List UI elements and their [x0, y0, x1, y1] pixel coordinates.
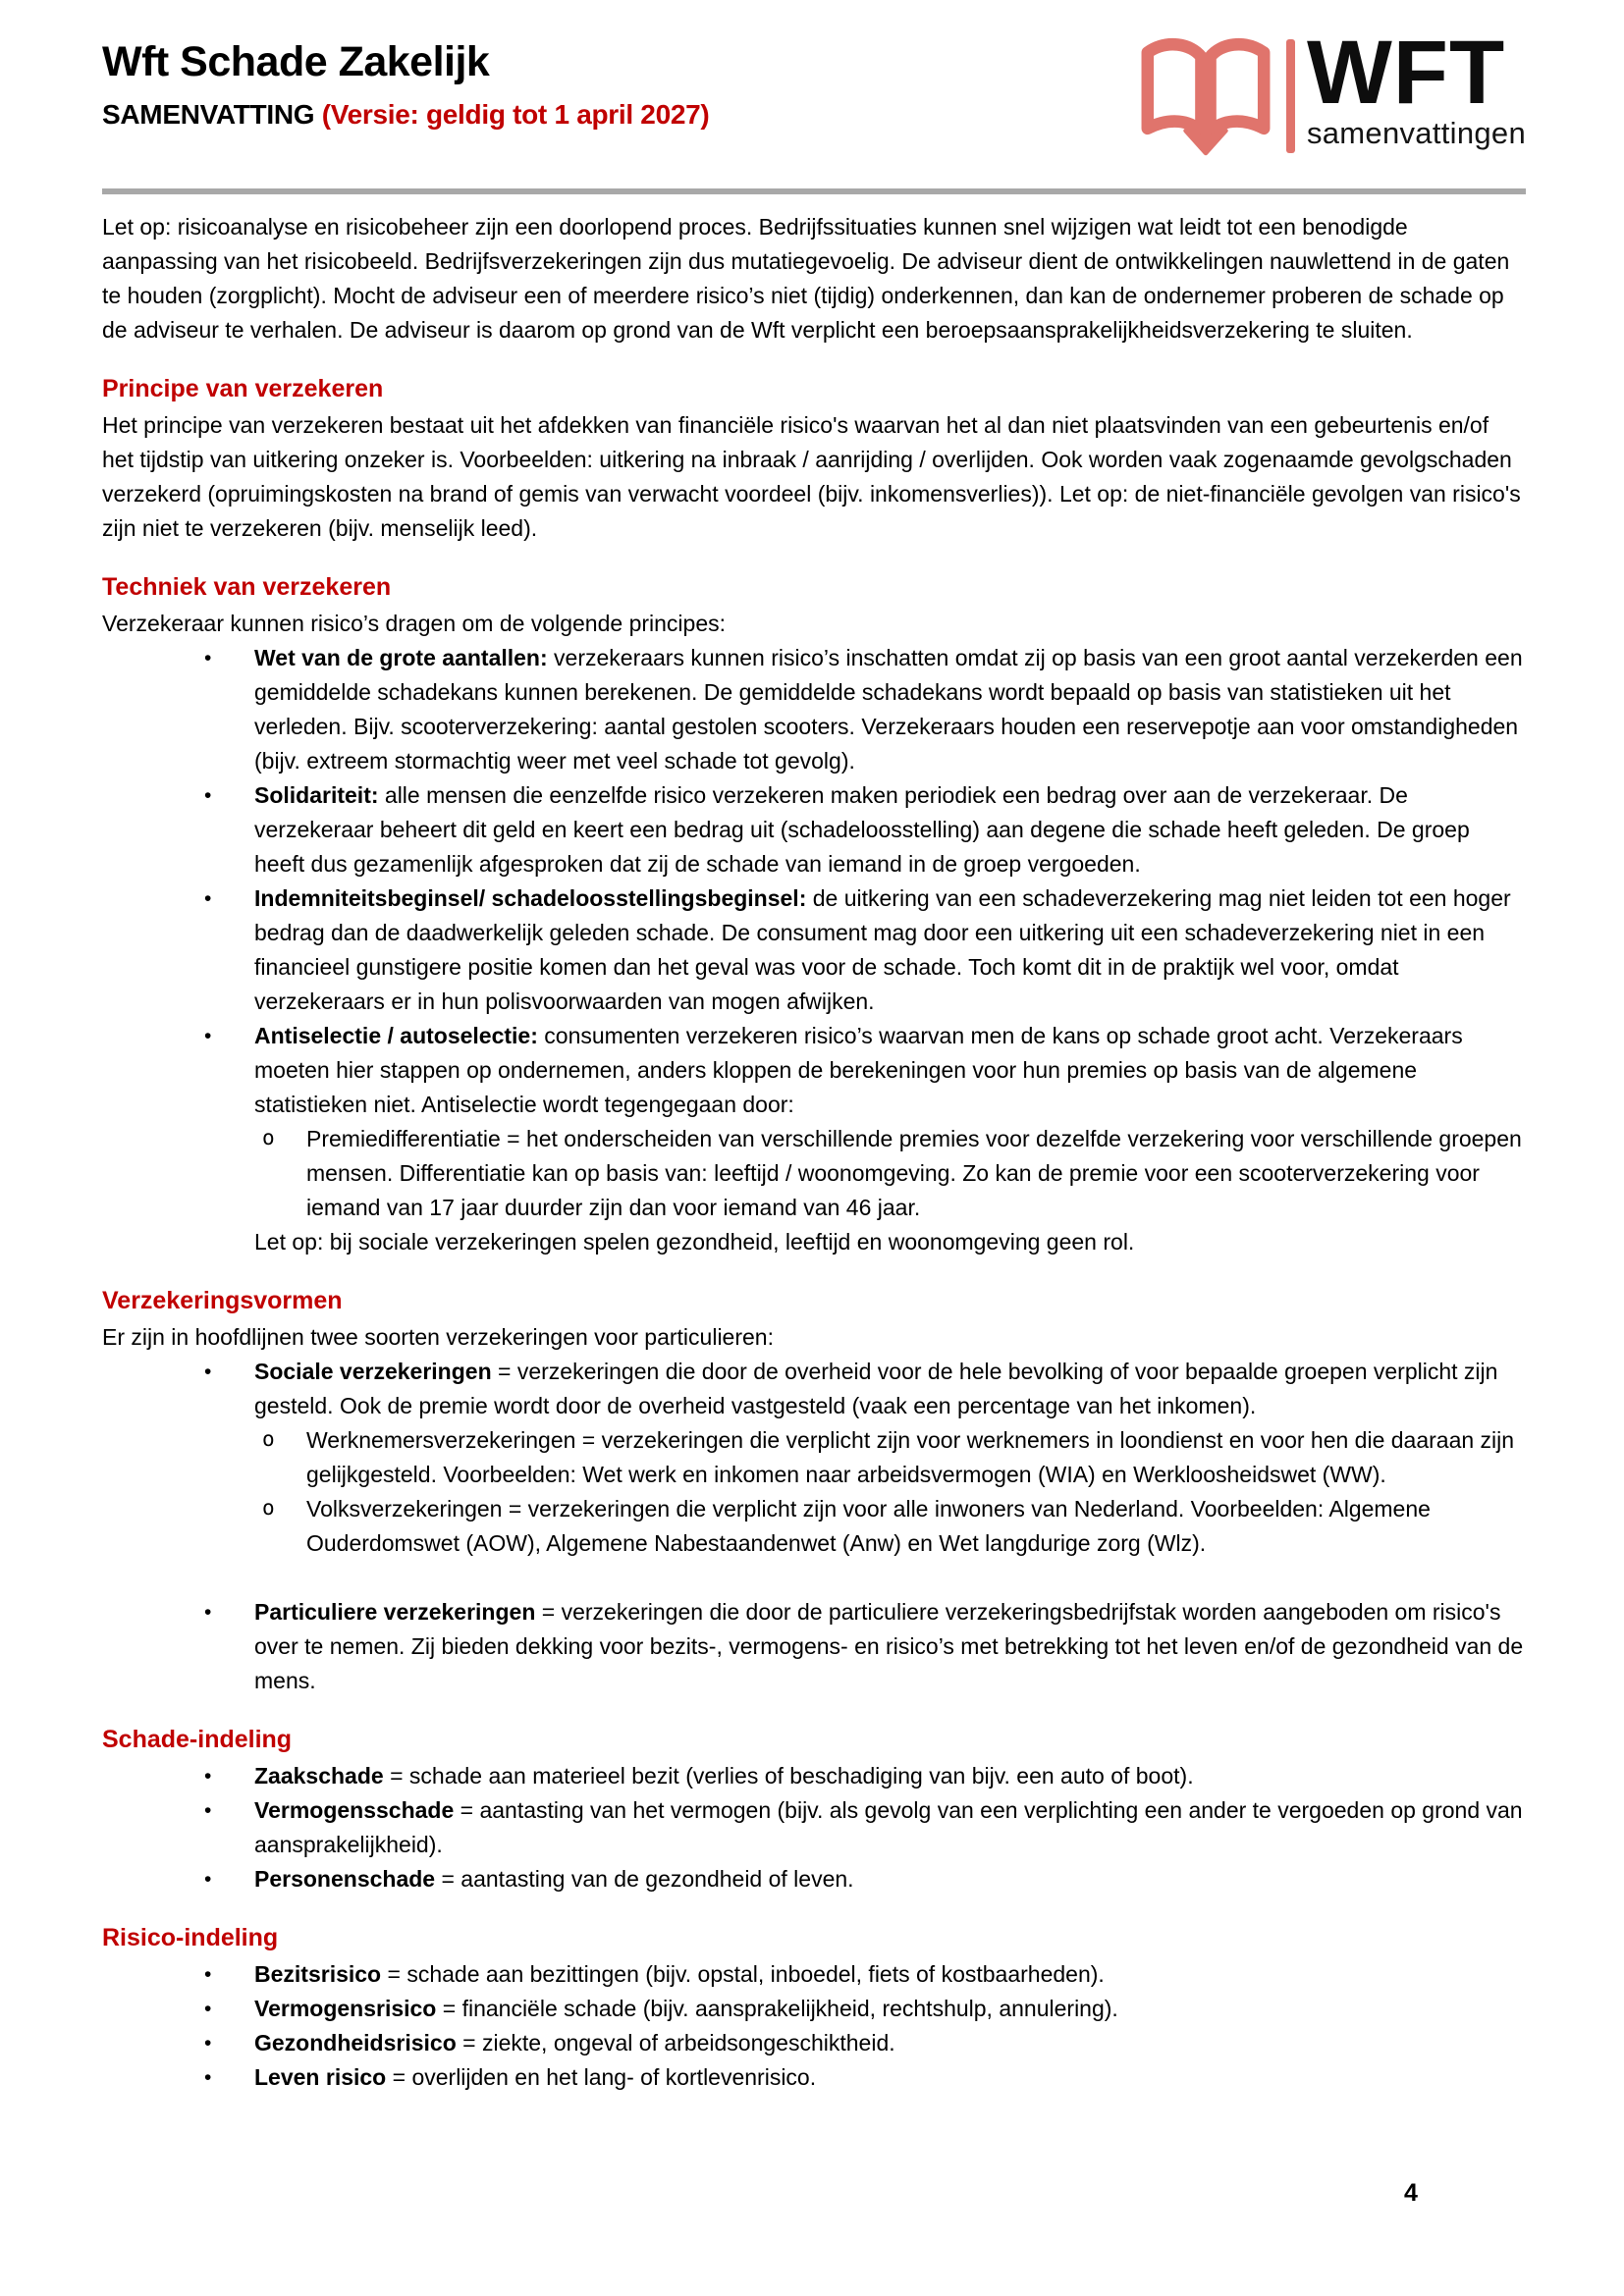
bullet-text: = aantasting van het vermogen (bijv. als gevolg van een verplichting een ander te vergoeden op grond van aansprakelijkheid).	[254, 1797, 1523, 1857]
bullet-icon: •	[204, 887, 212, 910]
sub-list-item	[102, 1492, 1526, 1561]
bullet-text: = schade aan bezittingen (bijv. opstal, inboedel, fiets of kostbaarheden).	[381, 1961, 1105, 1987]
bullet-term: Leven risico	[254, 2064, 387, 2090]
bullet-term: Particuliere verzekeringen	[254, 1599, 536, 1625]
logo-brand-text: WFT	[1306, 23, 1506, 123]
bullet-icon: •	[204, 1963, 212, 1986]
sub-bullet-text: Werknemersverzekeringen = verzekeringen die verplicht zijn voor werknemers in loondienst en voor hen die daaraan zijn gelijkgesteld. Voorbeelden: Wet werk en inkomen naar arbeidsvermogen (WIA) en Werkloosheidswet (WW).	[306, 1427, 1515, 1487]
title-block	[102, 33, 709, 131]
list-item	[102, 778, 1526, 881]
wft-samenvattingen-logo	[1133, 23, 1526, 161]
subtitle-version-note: (Versie: geldig tot 1 april 2027)	[321, 99, 710, 131]
bullet-text: alle mensen die eenzelfde risico verzekeren maken periodiek een bedrag over aan de verzekeraar. De verzekeraar beheert dit geld en keert een bedrag uit (schadeloosstelling) aan degene die schade heeft geleden. De groep heeft dus gezamenlijk afgesproken dat zij de schade van iemand in de groep vergoeden.	[254, 782, 1470, 877]
bullet-text: = overlijden en het lang- of kortlevenrisico.	[386, 2064, 817, 2090]
bullet-text: = aantasting van de gezondheid of leven.	[435, 1866, 854, 1892]
bullet-icon: •	[204, 1799, 212, 1822]
bullet-text: de uitkering van een schadeverzekering mag niet leiden tot een hoger bedrag dan de daadwerkelijk geleden schade. De consument mag door een uitkering uit een schadeverzekering niet in een financieel gunstigere positie komen dan het geval was voor de schade. Toch komt dit in de praktijk wel voor, omdat verzekeraars er in hun polisvoorwaarden van mogen afwijken.	[254, 885, 1511, 1014]
header-divider	[102, 188, 1526, 194]
bullet-text: = financiële schade (bijv. aansprakelijkheid, rechtshulp, annulering).	[436, 1996, 1118, 2021]
sub-list-item	[102, 1122, 1526, 1225]
list-item	[102, 881, 1526, 1019]
section-heading-verzekeringsvormen: Verzekeringsvormen	[102, 1287, 343, 1314]
list-item	[102, 1862, 1526, 1896]
section-heading-schade-indeling: Schade-indeling	[102, 1726, 293, 1753]
section-principe-paragraph: Het principe van verzekeren bestaat uit het afdekken van financiële risico's waarvan het al dan niet plaatsvinden van een gebeurtenis en/of het tijdstip van uitkering onzeker is. Voorbeelden: uitkering na inbraak / aanrijding / overlijden. Ook worden vaak zogenaamde gevolgschaden verzekerd (opruimingskosten na brand of gemis van verwacht voordeel (bijv. inkomensverlies)). Let op: de niet-financiële gevolgen van risico's zijn niet te verzekeren (bijv. menselijk leed).	[102, 412, 1521, 541]
list-item	[102, 1793, 1526, 1862]
bullet-term: Wet van de grote aantallen:	[254, 645, 548, 670]
sub-bullet-icon: o	[262, 1496, 275, 1520]
bullet-text: = schade aan materieel bezit (verlies of beschadiging van bijv. een auto of boot).	[383, 1763, 1194, 1789]
bullet-text: consumenten verzekeren risico’s waarvan men de kans op schade groot acht. Verzekeraars moeten hier stappen op ondernemen, anders kloppen de berekeningen voor hun premies op basis van de algemene statistieken niet. Antiselectie wordt tegengegaan door:	[254, 1023, 1463, 1117]
bullet-text: = verzekeringen die door de overheid voor de hele bevolking of voor bepaalde groepen verplicht zijn gesteld. Ook de premie wordt door de overheid vastgesteld (vaak een percentage van het inkomen).	[254, 1359, 1498, 1418]
bullet-term: Personenschade	[254, 1866, 436, 1892]
section-verzekeringsvormen-intro: Er zijn in hoofdlijnen twee soorten verzekeringen voor particulieren:	[102, 1324, 774, 1350]
page-subtitle	[102, 99, 709, 131]
bullet-term: Indemniteitsbeginsel/ schadeloosstellingsbeginsel:	[254, 885, 807, 911]
bullet-term: Vermogensrisico	[254, 1996, 437, 2021]
bullet-icon: •	[204, 1868, 212, 1891]
bullet-term: Solidariteit:	[254, 782, 379, 808]
sub-bullet-icon: o	[262, 1427, 275, 1451]
note-line: Let op: bij sociale verzekeringen spelen gezondheid, leeftijd en woonomgeving geen rol.	[254, 1229, 1135, 1255]
bullet-term: Bezitsrisico	[254, 1961, 382, 1987]
list-item	[102, 1759, 1526, 1793]
bullet-icon: •	[204, 1601, 212, 1624]
page-header	[102, 23, 1526, 161]
logo-divider-bar	[1286, 39, 1295, 153]
section-heading-risico-indeling: Risico-indeling	[102, 1924, 279, 1951]
bullet-text: verzekeraars kunnen risico’s inschatten omdat zij op basis van een groot aantal verzekerden een gemiddelde schadekans kunnen berekenen. De gemiddelde schadekans wordt bepaald op basis van statistieken uit het verleden. Bijv. scooterverzekering: aantal gestolen scooters. Verzekeraars houden een reservepotje aan voor omstandigheden (bijv. extreem stormachtig weer met veel schade tot gevolg).	[254, 645, 1523, 774]
bullet-term: Sociale verzekeringen	[254, 1359, 492, 1384]
list-item	[102, 1992, 1526, 2026]
sub-bullet-text: Premiedifferentiatie = het onderscheiden van verschillende premies voor dezelfde verzekering voor verschillende groepen mensen. Differentiatie kan op basis van: leeftijd / woonomgeving. Zo kan de premie voor een scooterverzekering voor iemand van 17 jaar duurder zijn dan voor iemand van 46 jaar.	[306, 1126, 1522, 1220]
bullet-icon: •	[204, 2032, 212, 2055]
bullet-icon: •	[204, 1998, 212, 2020]
bullet-text: = verzekeringen die door de particuliere verzekeringsbedrijfstak worden aangeboden om risico's over te nemen. Zij bieden dekking voor bezits-, vermogens- en risico’s met betrekking tot het leven en/of de gezondheid van de mens.	[254, 1599, 1524, 1693]
bullet-icon: •	[204, 2066, 212, 2089]
open-book-icon	[1133, 33, 1278, 161]
bullet-icon: •	[204, 1765, 212, 1788]
bullet-icon: •	[204, 647, 212, 669]
list-item	[102, 1957, 1526, 1992]
section-heading-techniek: Techniek van verzekeren	[102, 573, 392, 601]
page-number: 4	[1404, 2179, 1418, 2207]
blank-line	[102, 1561, 1526, 1595]
bullet-term: Antiselectie / autoselectie:	[254, 1023, 538, 1048]
bullet-icon: •	[204, 1361, 212, 1383]
list-item	[102, 1595, 1526, 1698]
bullet-term: Zaakschade	[254, 1763, 384, 1789]
sub-list-item	[102, 1423, 1526, 1492]
sub-bullet-icon: o	[262, 1126, 275, 1149]
list-item	[102, 641, 1526, 778]
logo-tagline: samenvattingen	[1306, 116, 1526, 150]
subtitle-label: SAMENVATTING	[102, 99, 315, 131]
list-item	[102, 1355, 1526, 1423]
list-item	[102, 2026, 1526, 2060]
list-item	[102, 1019, 1526, 1122]
list-item	[102, 2060, 1526, 2095]
section-techniek-intro: Verzekeraar kunnen risico’s dragen om de volgende principes:	[102, 611, 727, 636]
bullet-icon: •	[204, 784, 212, 807]
sub-bullet-text: Volksverzekeringen = verzekeringen die verplicht zijn voor alle inwoners van Nederland. Voorbeelden: Algemene Ouderdomswet (AOW), Algemene Nabestaandenwet (Anw) en Wet langdurige zorg (Wlz).	[306, 1496, 1431, 1556]
bullet-term: Gezondheidsrisico	[254, 2030, 457, 2056]
section-heading-principe: Principe van verzekeren	[102, 375, 384, 402]
bullet-text: = ziekte, ongeval of arbeidsongeschiktheid.	[456, 2030, 895, 2056]
bullet-icon: •	[204, 1025, 212, 1047]
page-title: Wft Schade Zakelijk	[102, 38, 490, 85]
logo-text	[1306, 23, 1526, 161]
bullet-term: Vermogensschade	[254, 1797, 455, 1823]
intro-paragraph: Let op: risicoanalyse en risicobeheer zijn een doorlopend proces. Bedrijfssituaties kunnen snel wijzigen wat leidt tot een benodigde aanpassing van het risicobeeld. Bedrijfsverzekeringen zijn dus mutatiegevoelig. De adviseur dient de ontwikkelingen nauwlettend in de gaten te houden (zorgplicht). Mocht de adviseur een of meerdere risico’s niet (tijdig) onderkennen, dan kan de ondernemer proberen de schade op de adviseur te verhalen. De adviseur is daarom op grond van de Wft verplicht een beroepsaansprakelijkheidsverzekering te sluiten.	[102, 214, 1510, 343]
